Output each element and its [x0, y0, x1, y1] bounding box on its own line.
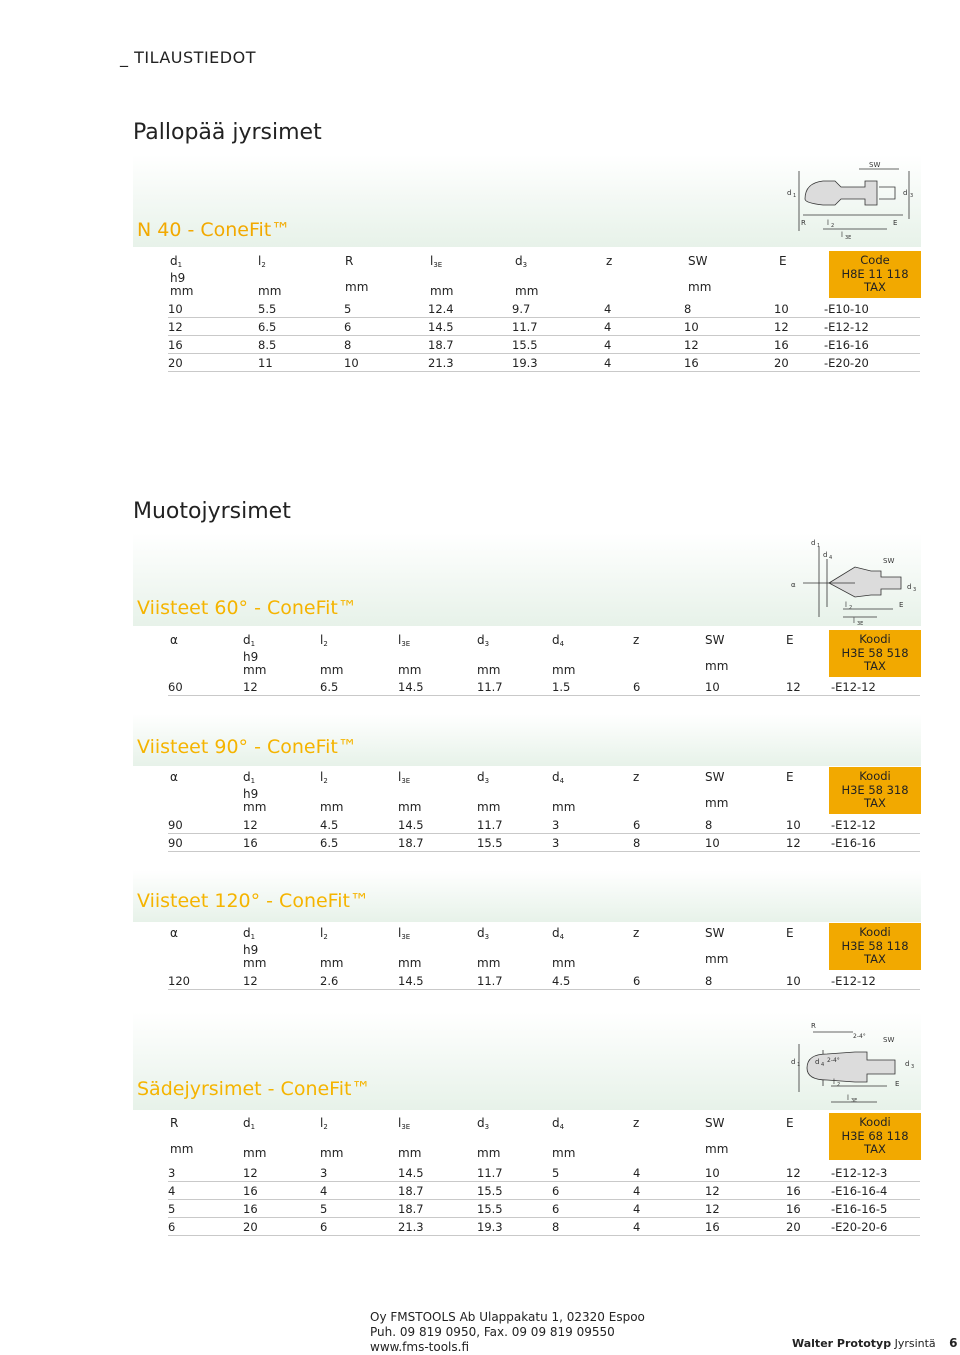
- l3e-sub: 3E: [845, 235, 852, 241]
- col-d1: $d_1$ h9 mm: [170, 254, 194, 298]
- column-header: $d_1$ h9 mm: [243, 633, 267, 677]
- table-cell: 10: [705, 679, 720, 694]
- table-row: [168, 1200, 920, 1218]
- table-cell: 4: [604, 319, 612, 334]
- table-cell: 12: [243, 973, 258, 988]
- table-cell: 12.4: [428, 301, 454, 316]
- table-cell: 21.3: [398, 1219, 424, 1234]
- col-sw: SW mm: [688, 254, 712, 294]
- footer-line-2: Puh. 09 819 0950, Fax. 09 09 819 09550: [370, 1325, 615, 1339]
- col-r: R mm: [345, 254, 369, 294]
- d3-label: d: [905, 1060, 910, 1068]
- table-cell: 4: [604, 355, 612, 370]
- l2-sub: 2: [837, 1082, 841, 1088]
- table-cell: 8: [344, 337, 352, 352]
- v90-panel: [133, 714, 921, 766]
- d4-label: d: [823, 551, 828, 559]
- d4-sub: 4: [829, 555, 833, 561]
- table-cell: 5: [344, 301, 352, 316]
- column-header: $d_1$ h9 mm: [243, 770, 267, 814]
- table-cell: 6: [633, 679, 641, 694]
- table-cell: 12: [243, 1165, 258, 1180]
- ball-nose-heading: Pallopää jyrsimet: [133, 120, 322, 145]
- table-cell: 11.7: [477, 1165, 503, 1180]
- table-cell: -E16-16-4: [831, 1183, 888, 1198]
- col-e: E: [779, 254, 787, 268]
- radius-panel: [133, 1012, 921, 1110]
- column-header: $l_2$ mm: [320, 926, 344, 970]
- table-cell: 4: [633, 1219, 641, 1234]
- column-header: $d_3$ mm: [477, 770, 501, 814]
- table-cell: 12: [786, 679, 801, 694]
- table-row: [168, 1182, 920, 1200]
- r-label: R: [801, 219, 806, 227]
- table-cell: 14.5: [398, 973, 424, 988]
- table-cell: 6.5: [258, 319, 277, 334]
- table-cell: 12: [705, 1183, 720, 1198]
- column-header: $l_2$ mm: [320, 1116, 344, 1160]
- table-cell: 15.5: [512, 337, 538, 352]
- table-cell: 15.5: [477, 1183, 503, 1198]
- table-cell: 1.5: [552, 679, 571, 694]
- d1-sub: 1: [817, 543, 821, 549]
- column-header: E: [786, 633, 794, 647]
- product-name: Jyrsintä: [894, 1337, 936, 1350]
- table-cell: 9.7: [512, 301, 531, 316]
- column-header: E: [786, 926, 794, 940]
- table-cell: 12: [705, 1201, 720, 1216]
- table-cell: 3: [168, 1165, 176, 1180]
- column-header: R mm: [170, 1116, 194, 1156]
- table-cell: 8: [633, 835, 641, 850]
- table-cell: 12: [243, 679, 258, 694]
- table-cell: 12: [774, 319, 789, 334]
- table-cell: 3: [320, 1165, 328, 1180]
- table-row: [168, 336, 920, 354]
- d3-sub: 3: [910, 193, 914, 199]
- column-header: $l_{3E}$ mm: [398, 633, 422, 677]
- table-cell: -E16-16-5: [831, 1201, 888, 1216]
- v120-panel: [133, 870, 921, 922]
- table-cell: -E10-10: [824, 301, 869, 316]
- table-cell: 4: [604, 337, 612, 352]
- n40-title: N 40 - ConeFit™: [137, 219, 291, 241]
- col-d3: $d_3$ mm: [515, 254, 539, 298]
- table-cell: 10: [684, 319, 699, 334]
- column-header: E: [786, 770, 794, 784]
- l2-sub: 2: [849, 605, 853, 611]
- sw-label: SW: [883, 1036, 895, 1044]
- code-box: Koodi H3E 68 118 TAX: [829, 1113, 921, 1160]
- table-cell: 14.5: [428, 319, 454, 334]
- r-label: R: [811, 1022, 816, 1030]
- alpha-label: α: [791, 581, 796, 589]
- table-cell: 4: [633, 1183, 641, 1198]
- column-header: z: [633, 633, 640, 647]
- table-cell: 16: [786, 1201, 801, 1216]
- column-header: $d_4$ mm: [552, 770, 576, 814]
- table-cell: 90: [168, 817, 183, 832]
- page-number: 6: [949, 1336, 958, 1350]
- footer-website: www.fms-tools.fi: [370, 1340, 469, 1354]
- d1-sub: 1: [797, 1062, 801, 1068]
- column-header: SW mm: [705, 926, 729, 966]
- table-cell: 11.7: [477, 817, 503, 832]
- chamfer-tool-diagram: [783, 537, 921, 625]
- table-cell: 12: [243, 817, 258, 832]
- table-row: [168, 1218, 920, 1236]
- table-cell: -E16-16: [824, 337, 869, 352]
- table-cell: -E12-12: [831, 973, 876, 988]
- table-cell: 11: [258, 355, 273, 370]
- table-cell: 15.5: [477, 835, 503, 850]
- n40-panel: [133, 155, 921, 247]
- d1-label: d: [811, 539, 816, 547]
- table-row: [168, 972, 920, 990]
- v90-title: Viisteet 90° - ConeFit™: [137, 736, 357, 758]
- table-cell: 10: [705, 835, 720, 850]
- table-cell: 16: [705, 1219, 720, 1234]
- column-header: $d_4$ mm: [552, 633, 576, 677]
- table-cell: 4.5: [552, 973, 571, 988]
- column-header: SW mm: [705, 633, 729, 673]
- table-cell: 10: [786, 973, 801, 988]
- table-row: [168, 1164, 920, 1182]
- table-cell: -E16-16: [831, 835, 876, 850]
- e-label: E: [899, 601, 904, 609]
- column-header: z: [633, 770, 640, 784]
- table-cell: 4: [604, 301, 612, 316]
- footer-line-1: Oy FMSTOOLS Ab Ulappakatu 1, 02320 Espoo: [370, 1310, 645, 1324]
- table-cell: 16: [243, 1201, 258, 1216]
- column-header: $d_3$ mm: [477, 926, 501, 970]
- table-cell: 5: [320, 1201, 328, 1216]
- table-cell: 16: [243, 835, 258, 850]
- table-cell: 8: [705, 973, 713, 988]
- l2-label: l: [833, 1078, 835, 1086]
- v60-panel: [133, 533, 921, 626]
- table-cell: 11.7: [477, 973, 503, 988]
- table-cell: 12: [684, 337, 699, 352]
- table-row: [168, 318, 920, 336]
- shape-cutters-heading: Muotojyrsimet: [133, 499, 291, 524]
- code-box: Koodi H3E 58 318 TAX: [829, 767, 921, 814]
- column-header: α: [170, 633, 178, 647]
- table-row: [168, 678, 920, 696]
- column-header: SW mm: [705, 1116, 729, 1156]
- radius-table: [168, 1164, 920, 1236]
- d4-sub: 4: [821, 1062, 825, 1068]
- column-header: SW mm: [705, 770, 729, 810]
- table-cell: 16: [168, 337, 183, 352]
- table-cell: 16: [243, 1183, 258, 1198]
- table-cell: 18.7: [428, 337, 454, 352]
- table-cell: 6: [633, 817, 641, 832]
- l2-label: l: [827, 219, 829, 227]
- section-label: _ TILAUSTIEDOT: [120, 48, 256, 67]
- table-cell: 5.5: [258, 301, 277, 316]
- column-header: α: [170, 926, 178, 940]
- table-cell: 6: [168, 1219, 176, 1234]
- sw-label: SW: [883, 557, 895, 565]
- column-header: $d_4$ mm: [552, 1116, 576, 1160]
- d1-label: d: [791, 1058, 796, 1066]
- d3-sub: 3: [911, 1064, 915, 1070]
- l3e-label: l: [841, 231, 843, 239]
- column-header: z: [633, 1116, 640, 1130]
- table-cell: 19.3: [512, 355, 538, 370]
- table-cell: 12: [786, 835, 801, 850]
- e-label: E: [893, 219, 898, 227]
- d3-label: d: [903, 189, 908, 197]
- table-cell: 21.3: [428, 355, 454, 370]
- table-cell: 19.3: [477, 1219, 503, 1234]
- table-cell: 8: [684, 301, 692, 316]
- v120-table: [168, 972, 920, 990]
- d3-label: d: [907, 583, 912, 591]
- col-l3e: $l_{3E}$ mm: [430, 254, 454, 298]
- table-cell: -E20-20-6: [831, 1219, 888, 1234]
- table-cell: 5: [168, 1201, 176, 1216]
- code-box: Code H8E 11 118 TAX: [829, 251, 921, 298]
- column-header: $l_{3E}$ mm: [398, 1116, 422, 1160]
- table-cell: 11.7: [512, 319, 538, 334]
- e-label: E: [895, 1080, 900, 1088]
- table-cell: 12: [786, 1165, 801, 1180]
- col-l2: $l_2$ mm: [258, 254, 282, 298]
- table-cell: 18.7: [398, 835, 424, 850]
- table-cell: 6: [633, 973, 641, 988]
- table-cell: 10: [344, 355, 359, 370]
- table-cell: -E12-12: [831, 817, 876, 832]
- table-cell: 20: [786, 1219, 801, 1234]
- column-header: $l_2$ mm: [320, 770, 344, 814]
- table-cell: 20: [774, 355, 789, 370]
- table-row: [168, 816, 920, 834]
- v90-table: [168, 816, 920, 852]
- table-cell: -E20-20: [824, 355, 869, 370]
- table-cell: 4: [168, 1183, 176, 1198]
- column-header: $d_3$ mm: [477, 633, 501, 677]
- radius-tool-diagram: [783, 1016, 921, 1108]
- l2-sub: 2: [831, 223, 835, 229]
- l3e-label: l: [853, 617, 855, 625]
- l3e-label: l: [847, 1094, 849, 1102]
- table-cell: 6: [320, 1219, 328, 1234]
- table-cell: 4.5: [320, 817, 339, 832]
- l3e-sub: 3E: [857, 621, 864, 625]
- v60-title: Viisteet 60° - ConeFit™: [137, 597, 357, 619]
- table-row: [168, 354, 920, 372]
- v60-table: [168, 678, 920, 696]
- code-box: Koodi H3E 58 118 TAX: [829, 923, 921, 970]
- table-cell: 3: [552, 835, 560, 850]
- table-cell: 16: [786, 1183, 801, 1198]
- column-header: $d_3$ mm: [477, 1116, 501, 1160]
- n40-table: [168, 300, 920, 372]
- angle-label-mid: 2-4°: [827, 1057, 840, 1064]
- table-cell: 10: [168, 301, 183, 316]
- angle-label-top: 2-4°: [853, 1033, 866, 1040]
- d3-sub: 3: [913, 587, 917, 593]
- left-margin: [0, 0, 100, 1355]
- table-cell: 8.5: [258, 337, 277, 352]
- column-header: $l_{3E}$ mm: [398, 926, 422, 970]
- table-cell: 14.5: [398, 679, 424, 694]
- table-row: [168, 834, 920, 852]
- table-cell: 12: [168, 319, 183, 334]
- table-row: [168, 300, 920, 318]
- table-cell: 2.6: [320, 973, 339, 988]
- table-cell: 18.7: [398, 1183, 424, 1198]
- table-cell: 10: [786, 817, 801, 832]
- brand-name: Walter Prototyp: [792, 1337, 892, 1350]
- column-header: E: [786, 1116, 794, 1130]
- d1-label: d: [787, 189, 792, 197]
- table-cell: 6.5: [320, 835, 339, 850]
- table-cell: 20: [243, 1219, 258, 1234]
- column-header: $d_1$ mm: [243, 1116, 267, 1160]
- table-cell: 4: [633, 1201, 641, 1216]
- table-cell: 11.7: [477, 679, 503, 694]
- table-cell: 18.7: [398, 1201, 424, 1216]
- company-address: [370, 1310, 645, 1355]
- table-cell: 6: [552, 1183, 560, 1198]
- radius-title: Sädejyrsimet - ConeFit™: [137, 1078, 371, 1100]
- column-header: z: [633, 926, 640, 940]
- table-cell: 4: [320, 1183, 328, 1198]
- column-header: $l_2$ mm: [320, 633, 344, 677]
- ball-nose-tool-diagram: [783, 159, 921, 243]
- column-header: $l_{3E}$ mm: [398, 770, 422, 814]
- col-z: z: [606, 254, 613, 268]
- table-cell: 3: [552, 817, 560, 832]
- table-cell: 20: [168, 355, 183, 370]
- table-cell: 8: [705, 817, 713, 832]
- v120-title: Viisteet 120° - ConeFit™: [137, 890, 369, 912]
- l3e-sub: 3E: [851, 1098, 858, 1104]
- table-cell: 15.5: [477, 1201, 503, 1216]
- l2-label: l: [845, 601, 847, 609]
- d4-label: d: [815, 1058, 820, 1066]
- table-cell: -E12-12-3: [831, 1165, 888, 1180]
- sw-label: SW: [869, 161, 881, 169]
- table-cell: 8: [552, 1219, 560, 1234]
- table-cell: 4: [633, 1165, 641, 1180]
- column-header: α: [170, 770, 178, 784]
- table-cell: 60: [168, 679, 183, 694]
- table-cell: 120: [168, 973, 190, 988]
- table-cell: -E12-12: [831, 679, 876, 694]
- table-cell: 16: [684, 355, 699, 370]
- table-cell: 6: [344, 319, 352, 334]
- table-cell: 14.5: [398, 817, 424, 832]
- table-cell: 6: [552, 1201, 560, 1216]
- column-header: $d_1$ h9 mm: [243, 926, 267, 970]
- d1-sub: 1: [793, 193, 797, 199]
- table-cell: 14.5: [398, 1165, 424, 1180]
- table-cell: -E12-12: [824, 319, 869, 334]
- table-cell: 5: [552, 1165, 560, 1180]
- code-box: Koodi H3E 58 518 TAX: [829, 630, 921, 677]
- table-cell: 10: [705, 1165, 720, 1180]
- table-cell: 16: [774, 337, 789, 352]
- page-footer: [792, 1336, 958, 1350]
- table-cell: 10: [774, 301, 789, 316]
- table-cell: 90: [168, 835, 183, 850]
- table-cell: 6.5: [320, 679, 339, 694]
- column-header: $d_4$ mm: [552, 926, 576, 970]
